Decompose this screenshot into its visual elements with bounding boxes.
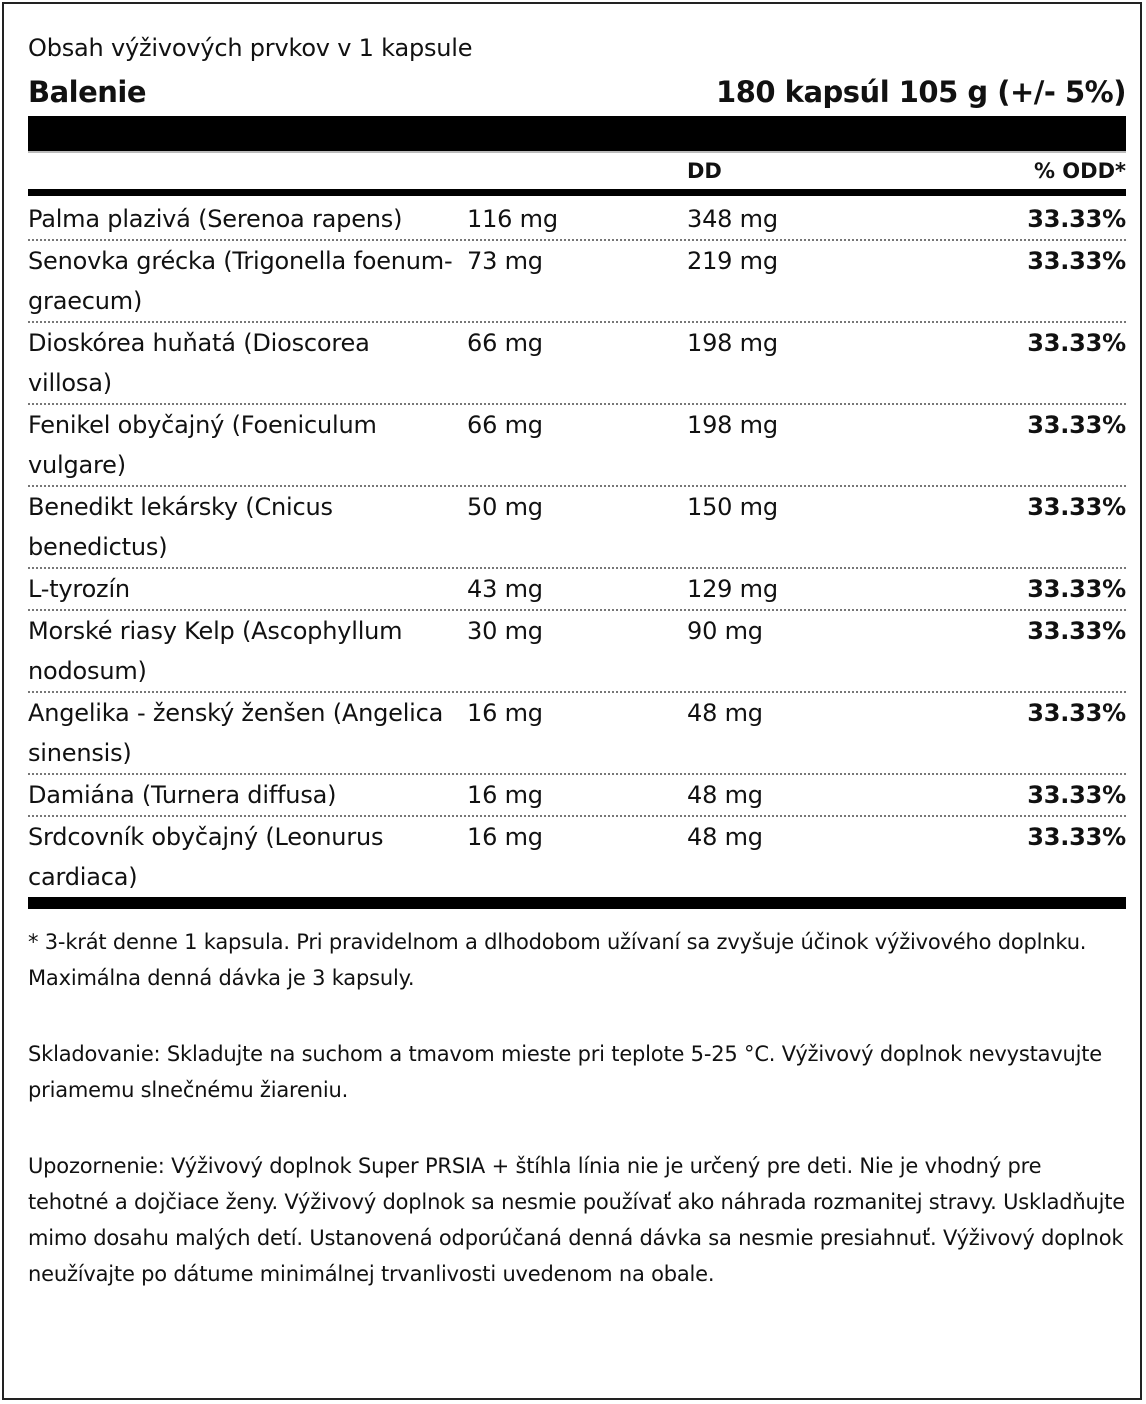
ingredient-dd: 48 mg [687,699,763,727]
ingredient-name: Angelika - ženský ženšen (Angelica sinensis) [28,699,444,767]
table-row [28,241,1126,323]
package-row [28,72,1126,112]
ingredient-pct: 33.33% [1027,617,1126,645]
ingredient-pct: 33.33% [1027,493,1126,521]
table-top-rule [28,189,1126,196]
ingredient-dd: 219 mg [687,247,778,275]
ingredient-amount: 16 mg [467,823,543,851]
column-headers [28,155,1126,187]
ingredient-pct: 33.33% [1027,575,1126,603]
ingredient-name: Morské riasy Kelp (Ascophyllum nodosum) [28,617,403,685]
dosage-note: * 3-krát denne 1 kapsula. Pri pravidelnom a dlhodobom užívaní sa zvyšuje účinok výživového doplnku. Maximálna denná dávka je 3 kapsuly. [28,930,1087,990]
ingredient-pct: 33.33% [1027,205,1126,233]
warning-note: Upozornenie: Výživový doplnok Super PRSIA + štíhla línia nie je určený pre deti. Nie je vhodný pre tehotné a dojčiace ženy. Výživový doplnok sa nesmie používať ako náhrada rozmanitej stravy. Uskladňujte mimo dosahu malých detí. Ustanovená odporúčaná denná dávka sa nesmie presiahnuť. Výživový doplnok neužívajte po dátume minimálnej trvanlivosti uvedenom na obale. [28,1154,1126,1286]
ingredient-name: L-tyrozín [28,575,130,603]
ingredient-name: Palma plazivá (Serenoa rapens) [28,205,403,233]
ingredient-amount: 73 mg [467,247,543,275]
ingredient-amount: 50 mg [467,493,543,521]
header-divider [28,151,1126,153]
table-row [28,775,1126,817]
ingredient-amount: 30 mg [467,617,543,645]
table-row [28,611,1126,693]
table-row [28,199,1126,241]
ingredient-pct: 33.33% [1027,823,1126,851]
nutrient-table [28,199,1126,899]
ingredient-amount: 16 mg [467,781,543,809]
ingredient-dd: 150 mg [687,493,778,521]
ingredient-name: Fenikel obyčajný (Foeniculum vulgare) [28,411,377,479]
ingredient-dd: 129 mg [687,575,778,603]
ingredient-dd: 90 mg [687,617,763,645]
label-frame [2,2,1142,1400]
ingredient-name: Srdcovník obyčajný (Leonurus cardiaca) [28,823,384,891]
serving-title: Obsah výživových prvkov v 1 kapsule [28,34,473,62]
table-row [28,487,1126,569]
table-row [28,569,1126,611]
ingredient-amount: 66 mg [467,411,543,439]
ingredient-name: Dioskórea huňatá (Dioscorea villosa) [28,329,370,397]
ingredient-pct: 33.33% [1027,781,1126,809]
column-dd: DD [687,159,722,183]
ingredient-name: Benedikt lekársky (Cnicus benedictus) [28,493,333,561]
package-value: 180 kapsúl 105 g (+/- 5%) [716,75,1126,109]
header-black-bar [28,116,1126,151]
ingredient-amount: 16 mg [467,699,543,727]
ingredient-dd: 348 mg [687,205,778,233]
ingredient-name: Damiána (Turnera diffusa) [28,781,337,809]
table-bottom-rule [28,897,1126,909]
ingredient-pct: 33.33% [1027,411,1126,439]
ingredient-name: Senovka grécka (Trigonella foenum-graecum) [28,247,453,315]
table-row [28,693,1126,775]
ingredient-dd: 198 mg [687,329,778,357]
table-row [28,817,1126,899]
column-odd: % ODD* [1033,159,1126,183]
storage-note: Skladovanie: Skladujte na suchom a tmavom mieste pri teplote 5-25 °C. Výživový doplnok nevystavujte priamemu slnečnému žiareniu. [28,1042,1103,1102]
table-row [28,405,1126,487]
package-label: Balenie [28,75,147,109]
ingredient-dd: 48 mg [687,781,763,809]
ingredient-pct: 33.33% [1027,247,1126,275]
table-row [28,323,1126,405]
ingredient-pct: 33.33% [1027,329,1126,357]
ingredient-pct: 33.33% [1027,699,1126,727]
ingredient-dd: 198 mg [687,411,778,439]
ingredient-amount: 43 mg [467,575,543,603]
ingredient-amount: 116 mg [467,205,558,233]
ingredient-amount: 66 mg [467,329,543,357]
ingredient-dd: 48 mg [687,823,763,851]
